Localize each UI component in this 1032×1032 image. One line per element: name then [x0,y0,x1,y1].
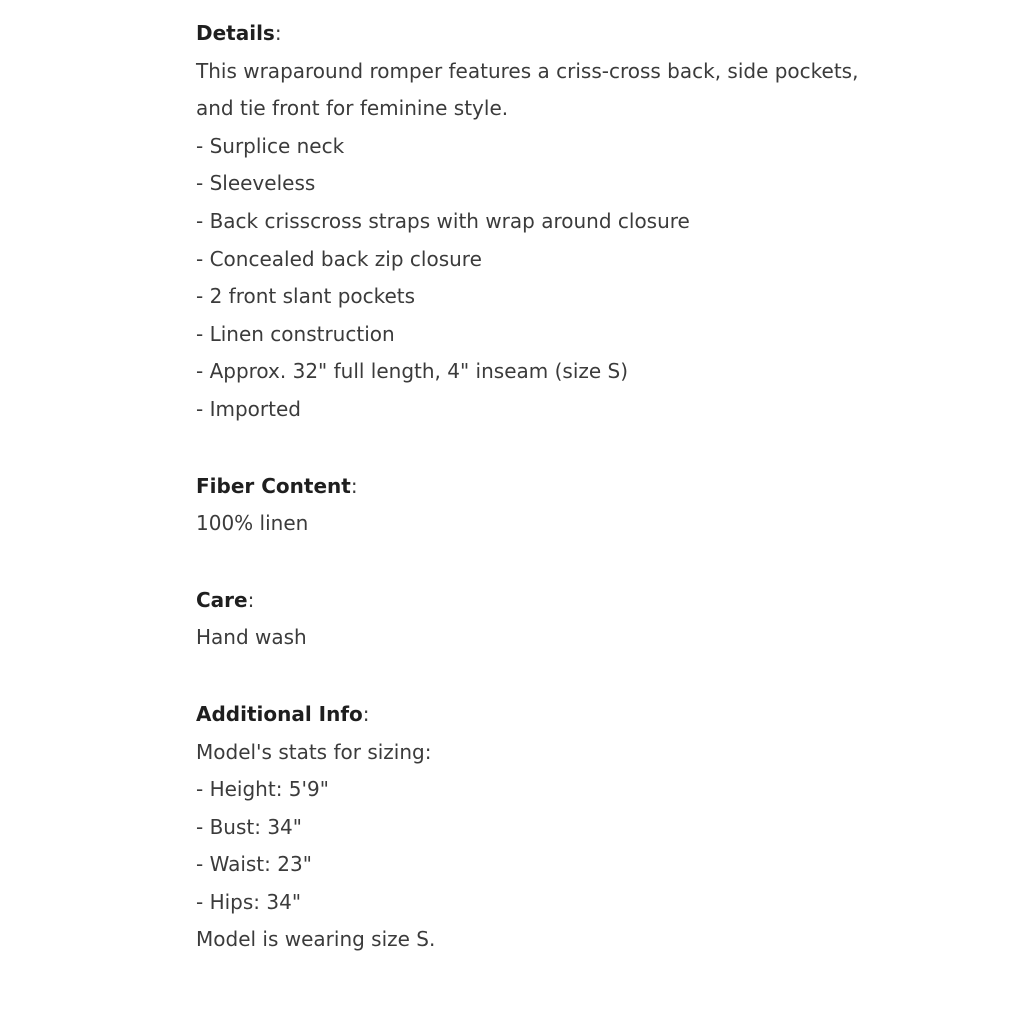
details-list-item-sleeveless: - Sleeveless [196,171,316,196]
details-list-item-linen-construction: - Linen construction [196,321,395,346]
details-heading-colon: : [274,21,282,45]
care-heading-colon: : [247,587,255,612]
fiber-content-heading-colon: : [350,473,358,498]
details-description-line-2: and tie front for feminine style. [196,96,509,121]
additional-info-heading-line [196,696,996,734]
details-list-item-crisscross-straps: - Back crisscross straps with wrap around closure [196,208,690,233]
care-heading: Care [196,587,248,612]
care-heading-line [196,582,996,620]
fiber-content-heading: Fiber Content [196,473,351,498]
fiber-content-heading-line [196,468,996,506]
model-size-note: Model is wearing size S. [196,927,436,952]
additional-info-heading: Additional Info [196,701,363,726]
model-stats-intro: Model's stats for sizing: [196,739,432,764]
details-heading: Details [196,21,275,45]
model-stat-hips: - Hips: 34" [196,889,302,914]
details-list-item-slant-pockets: - 2 front slant pockets [196,284,416,309]
fiber-content-section [196,468,996,543]
details-list-item-imported: - Imported [196,396,301,421]
additional-info-section [196,696,996,959]
model-stat-bust: - Bust: 34" [196,814,302,839]
details-list-item-length: - Approx. 32" full length, 4" inseam (size S) [196,359,629,384]
details-heading-line [196,15,996,53]
details-section [196,15,996,429]
details-list-item-surplice-neck: - Surplice neck [196,133,345,158]
fiber-content-value: 100% linen [196,511,309,536]
care-value: Hand wash [196,625,307,650]
details-list-item-zip-closure: - Concealed back zip closure [196,246,482,271]
details-description-line-1: This wraparound romper features a criss-cross back, side pockets, [196,58,859,83]
care-section [196,582,996,657]
model-stat-waist: - Waist: 23" [196,852,312,877]
additional-info-heading-colon: : [362,701,370,726]
model-stat-height: - Height: 5'9" [196,777,329,802]
product-description [196,15,996,959]
